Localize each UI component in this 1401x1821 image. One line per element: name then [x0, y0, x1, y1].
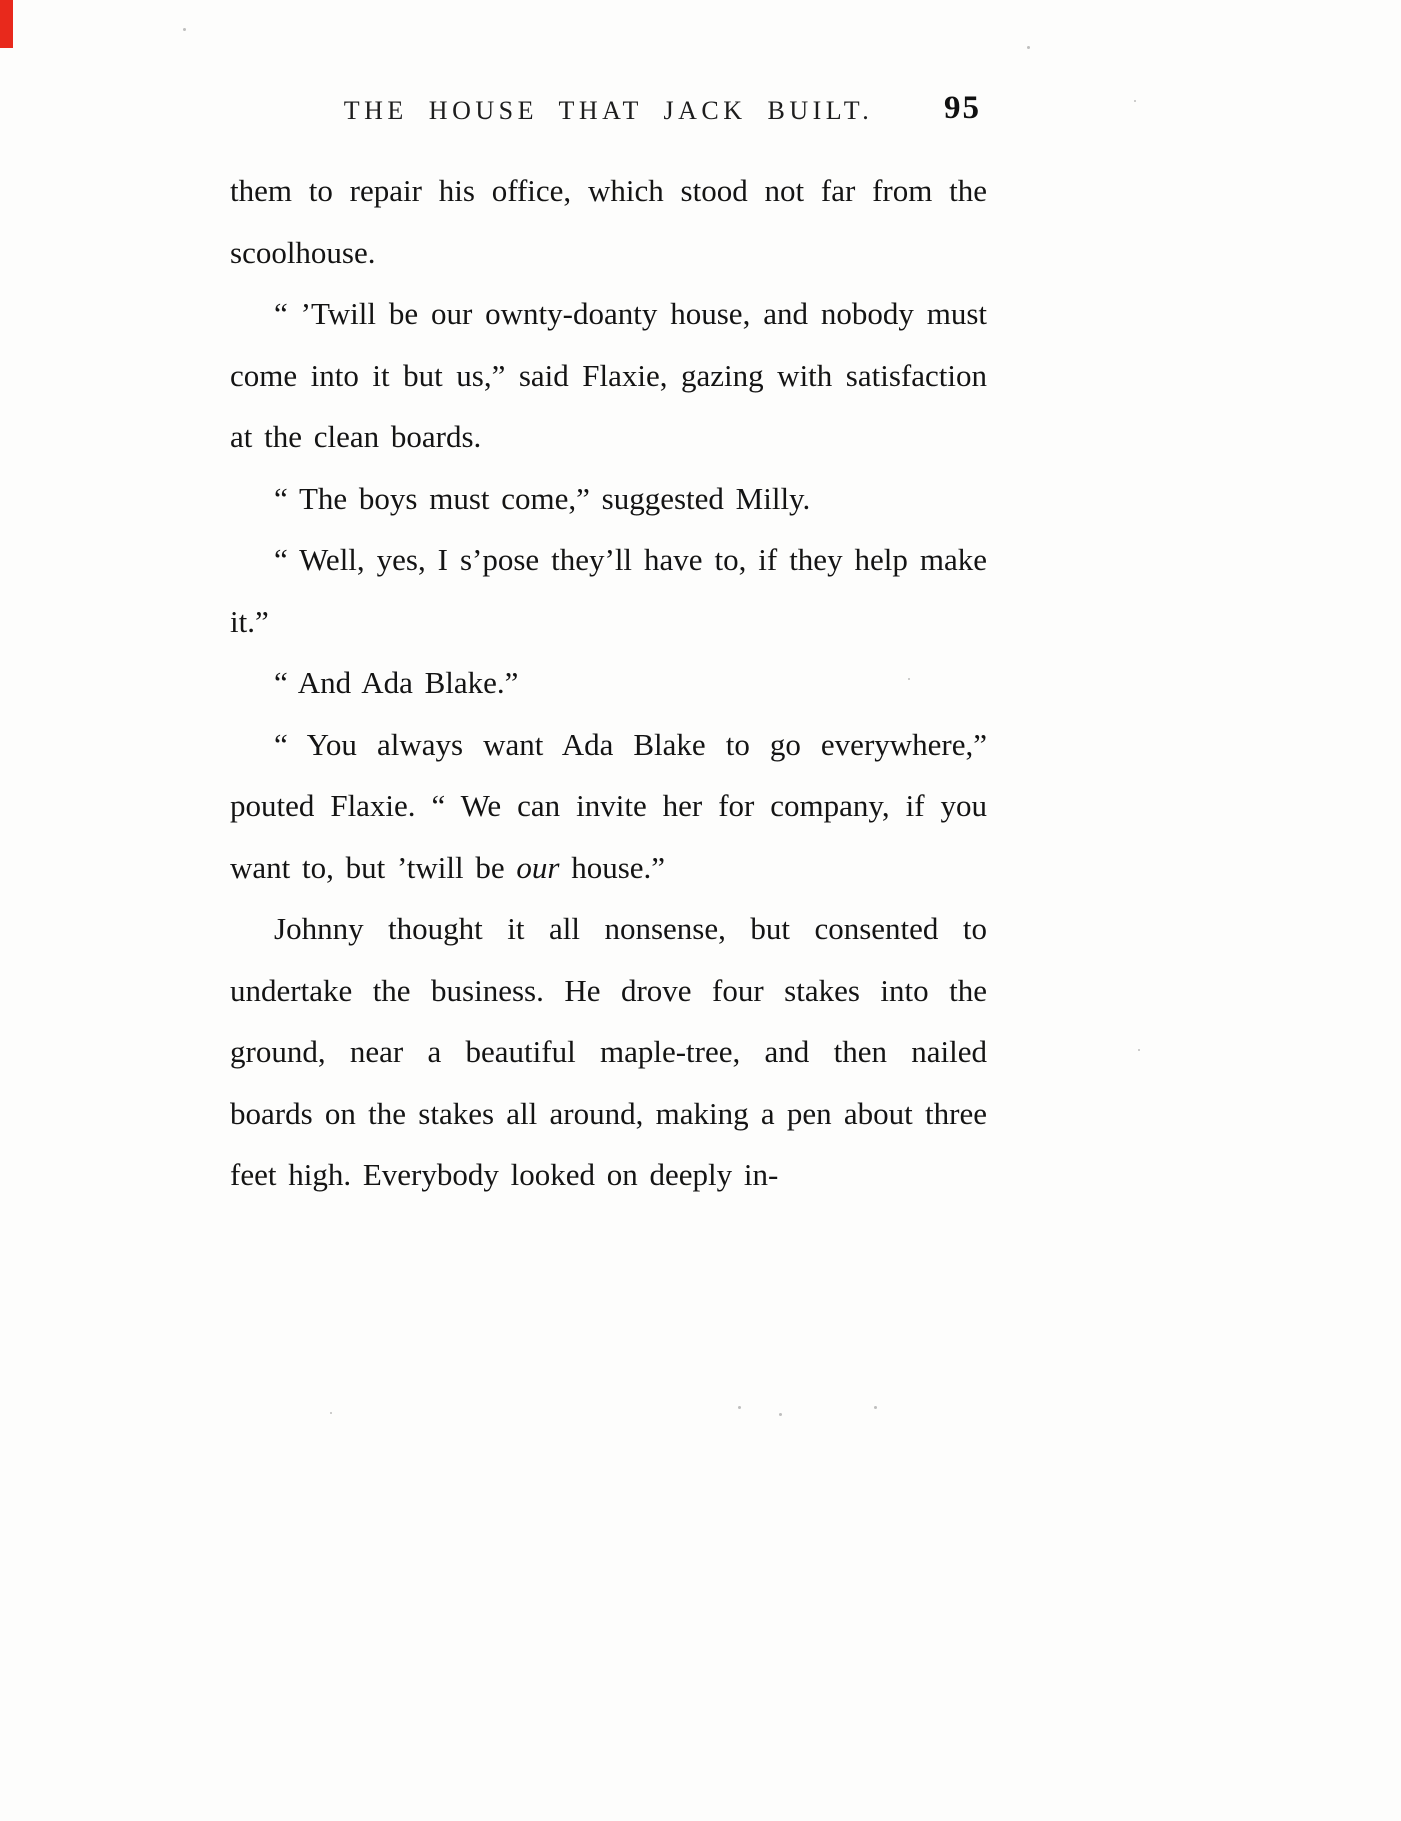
- body-text: “ Well, yes, I s’pose they’ll have to, if they help make it.”: [230, 542, 987, 639]
- page-body: [230, 160, 987, 1206]
- page-header: [230, 90, 987, 138]
- scan-speck: [874, 1406, 877, 1409]
- body-text: them to repair his office, which stood not far from the scoolhouse.: [230, 173, 987, 270]
- paragraph: [230, 652, 987, 714]
- scan-speck: [1138, 1049, 1140, 1051]
- paragraph: [230, 283, 987, 468]
- scan-speck: [183, 28, 186, 31]
- italic-text: our: [516, 849, 560, 885]
- text-column: [230, 0, 987, 1206]
- running-title: THE HOUSE THAT JACK BUILT.: [343, 96, 874, 125]
- body-text: “ The boys must come,” suggested Milly.: [274, 480, 811, 516]
- paragraph: [230, 160, 987, 283]
- scan-speck: [738, 1406, 741, 1409]
- paragraph: [230, 714, 987, 899]
- scan-speck: [1134, 100, 1136, 102]
- paragraph: [230, 529, 987, 652]
- page-number: 95: [944, 90, 981, 126]
- paragraph: [230, 468, 987, 530]
- scan-artifact-red-strip: [0, 0, 13, 48]
- paragraph: [230, 898, 987, 1206]
- body-text: Johnny thought it all nonsense, but consented to undertake the business. He drove four stakes into the ground, near a beautiful maple-tree, and then nailed boards on the stakes all around, making a pen about three feet high. Everybody looked on deeply in-: [230, 911, 987, 1192]
- scan-speck: [330, 1412, 332, 1414]
- body-text: “ You always want Ada Blake to go everywhere,” pouted Flaxie. “ We can invite her for company, if you want to, but ’twill be: [230, 726, 987, 885]
- body-text: “ ’Twill be our ownty-doanty house, and nobody must come into it but us,” said Flaxie, gazing with satisfaction at the clean boards.: [230, 296, 987, 454]
- body-text: house.”: [559, 849, 666, 885]
- body-text: “ And Ada Blake.”: [274, 665, 519, 700]
- scan-speck: [1027, 46, 1030, 49]
- scan-speck: [779, 1413, 782, 1416]
